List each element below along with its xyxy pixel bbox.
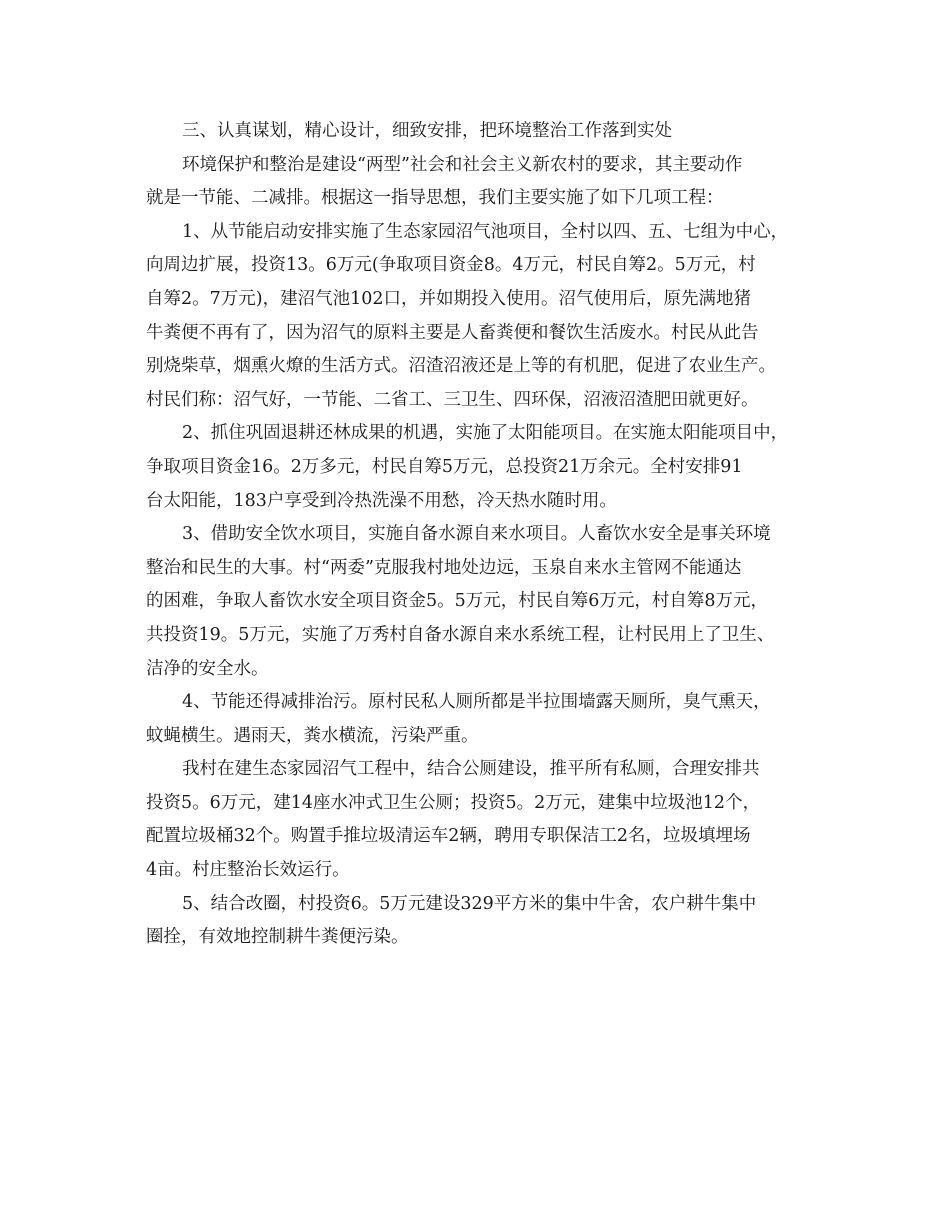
paragraph-line: 蚊蝇横生。遇雨天，粪水横流，污染严重。: [146, 725, 479, 746]
paragraph-line: 配置垃圾桶32个。购置手推垃圾清运车2辆，聘用专职保洁工2名，垃圾填埋场: [146, 826, 751, 847]
paragraph-line: 争取项目资金16。2万多元，村民自筹5万元，总投资21万余元。全村安排91: [146, 456, 743, 477]
paragraph-line: 投资5。6万元，建14座水冲式卫生公厕；投资5。2万元，建集中垃圾池12个，: [146, 792, 761, 813]
paragraph-line: 整治和民生的大事。村“两委”克服我村地处边远，玉泉自来水主管网不能通达: [146, 557, 742, 578]
paragraph-line: 向周边扩展，投资13。6万元(争取项目资金8。4万元，村民自筹2。5万元，村: [146, 255, 756, 276]
section-heading: 三、认真谋划，精心设计，细致安排，把环境整治工作落到实处: [182, 121, 672, 141]
paragraph-line: 共投资19。5万元，实施了万秀村自备水源自来水系统工程，让村民用上了卫生、: [146, 624, 775, 645]
paragraph-line: 别烧柴草，烟熏火燎的生活方式。沼渣沼液还是上等的有机肥，促进了农业生产。: [146, 356, 776, 377]
paragraph-line: 4亩。村庄整治长效运行。: [146, 860, 350, 881]
paragraph-line: 4、节能还得减排治污。原村民私人厕所都是半拉围墙露天厕所，臭气熏天，: [182, 692, 771, 713]
document-body: [146, 115, 826, 955]
paragraph-line: 5、结合改圈，村投资6。5万元建设329平方米的集中牛舍，农户耕牛集中: [182, 893, 757, 914]
paragraph-line: 3、借助安全饮水项目，实施自备水源自来水项目。人畜饮水安全是事关环境: [182, 524, 771, 545]
paragraph-line: 就是一节能、二减排。根据这一指导思想，我们主要实施了如下几项工程：: [146, 188, 724, 209]
paragraph-line: 1、从节能启动安排实施了生态家园沼气池项目，全村以四、五、七组为中心，: [182, 221, 789, 242]
paragraph-line: 台太阳能，183户享受到冷热洗澡不用愁，冷天热水随时用。: [146, 490, 617, 511]
paragraph-line: 环境保护和整治是建设“两型”社会和社会主义新农村的要求，其主要动作: [182, 154, 743, 175]
paragraph-line: 村民们称：沼气好，一节能、二省工、三卫生、四环保，沼液沼渣肥田就更好。: [146, 389, 759, 410]
paragraph-line: 圈拴，有效地控制耕牛粪便污染。: [146, 927, 409, 948]
paragraph-line: 自筹2。7万元)，建沼气池102口，并如期投入使用。沼气使用后，原先满地猪: [146, 288, 751, 309]
paragraph-line: 牛粪便不再有了，因为沼气的原料主要是人畜粪便和餐饮生活废水。村民从此告: [146, 322, 759, 343]
paragraph-line: 洁净的安全水。: [146, 658, 269, 679]
paragraph-line: 2、抓住巩固退耕还林成果的机遇，实施了太阳能项目。在实施太阳能项目中，: [182, 423, 789, 444]
paragraph-line: 的困难，争取人畜饮水安全项目资金5。5万元，村民自筹6万元，村自筹8万元，: [146, 591, 769, 612]
paragraph-line: 我村在建生态家园沼气工程中，结合公厕建设，推平所有私厕，合理安排共: [182, 759, 760, 780]
